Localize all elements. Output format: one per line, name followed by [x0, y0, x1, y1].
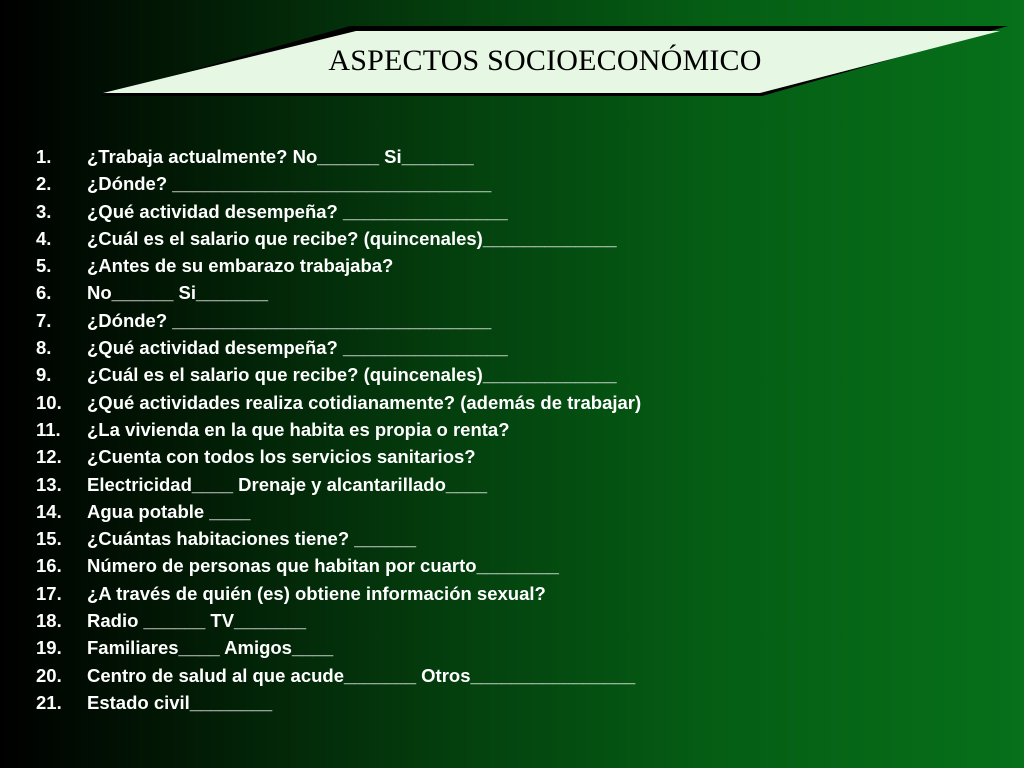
question-item: [36, 146, 996, 173]
question-text: Radio ______ TV_______: [87, 610, 307, 632]
question-number: 19.: [36, 637, 62, 659]
question-text: Agua potable ____: [87, 500, 251, 522]
question-item: [36, 583, 996, 610]
question-item: [36, 665, 996, 692]
question-list: [36, 146, 996, 719]
question-number: 5.: [36, 255, 52, 277]
question-number: 17.: [36, 582, 62, 604]
question-number: 12.: [36, 446, 62, 468]
question-text: Estado civil________: [87, 691, 273, 713]
question-item: [36, 310, 996, 337]
question-item: [36, 637, 996, 664]
question-number: 2.: [36, 173, 52, 195]
question-item: [36, 474, 996, 501]
question-item: [36, 201, 996, 228]
question-text: ¿Cuántas habitaciones tiene? ______: [87, 528, 417, 550]
question-item: [36, 555, 996, 582]
question-text: ¿Trabaja actualmente? No______ Si_______: [87, 146, 474, 167]
question-text: ¿Qué actividades realiza cotidianamente? (además de trabajar): [87, 391, 642, 413]
question-text: ¿Qué actividad desempeña? ________________: [87, 200, 508, 222]
question-item: [36, 255, 996, 282]
question-number: 1.: [36, 146, 52, 167]
question-number: 4.: [36, 227, 52, 249]
question-number: 11.: [36, 418, 61, 440]
question-text: Electricidad____ Drenaje y alcantarillado____: [87, 473, 488, 495]
question-number: 15.: [36, 528, 62, 550]
question-text: ¿Cuál es el salario que recibe? (quincenales)_____________: [87, 227, 617, 249]
question-text: ¿Cuenta con todos los servicios sanitarios?: [87, 446, 476, 468]
question-text: ¿Cuál es el salario que recibe? (quincenales)_____________: [87, 364, 617, 386]
question-item: [36, 337, 996, 364]
question-item: [36, 419, 996, 446]
question-item: [36, 392, 996, 419]
question-number: 21.: [36, 691, 62, 713]
slide-title: ASPECTOS SOCIOECONÓMICO: [328, 44, 762, 77]
question-text: No______ Si_______: [87, 282, 269, 304]
question-number: 7.: [36, 309, 52, 331]
question-item: [36, 501, 996, 528]
question-number: 20.: [36, 664, 62, 686]
question-number: 3.: [36, 200, 52, 222]
question-item: [36, 446, 996, 473]
question-number: 6.: [36, 282, 52, 304]
question-number: 14.: [36, 500, 62, 522]
question-text: ¿La vivienda en la que habita es propia o renta?: [87, 418, 510, 440]
question-number: 13.: [36, 473, 62, 495]
question-text: ¿Antes de su embarazo trabajaba?: [87, 255, 394, 277]
question-item: [36, 173, 996, 200]
question-text: Número de personas que habitan por cuarto________: [87, 555, 559, 577]
question-number: 8.: [36, 337, 52, 359]
question-item: [36, 610, 996, 637]
question-number: 9.: [36, 364, 52, 386]
question-text: ¿Qué actividad desempeña? ________________: [87, 337, 508, 359]
question-text: ¿Dónde? _______________________________: [87, 309, 492, 331]
question-item: [36, 528, 996, 555]
question-text: ¿A través de quién (es) obtiene información sexual?: [87, 582, 546, 604]
question-number: 18.: [36, 610, 62, 632]
question-text: Centro de salud al que acude_______ Otros________________: [87, 664, 636, 686]
question-number: 10.: [36, 391, 62, 413]
question-item: [36, 228, 996, 255]
question-item: [36, 692, 996, 719]
question-item: [36, 282, 996, 309]
question-text: ¿Dónde? _______________________________: [87, 173, 492, 195]
question-text: Familiares____ Amigos____: [87, 637, 334, 659]
question-item: [36, 364, 996, 391]
question-number: 16.: [36, 555, 62, 577]
